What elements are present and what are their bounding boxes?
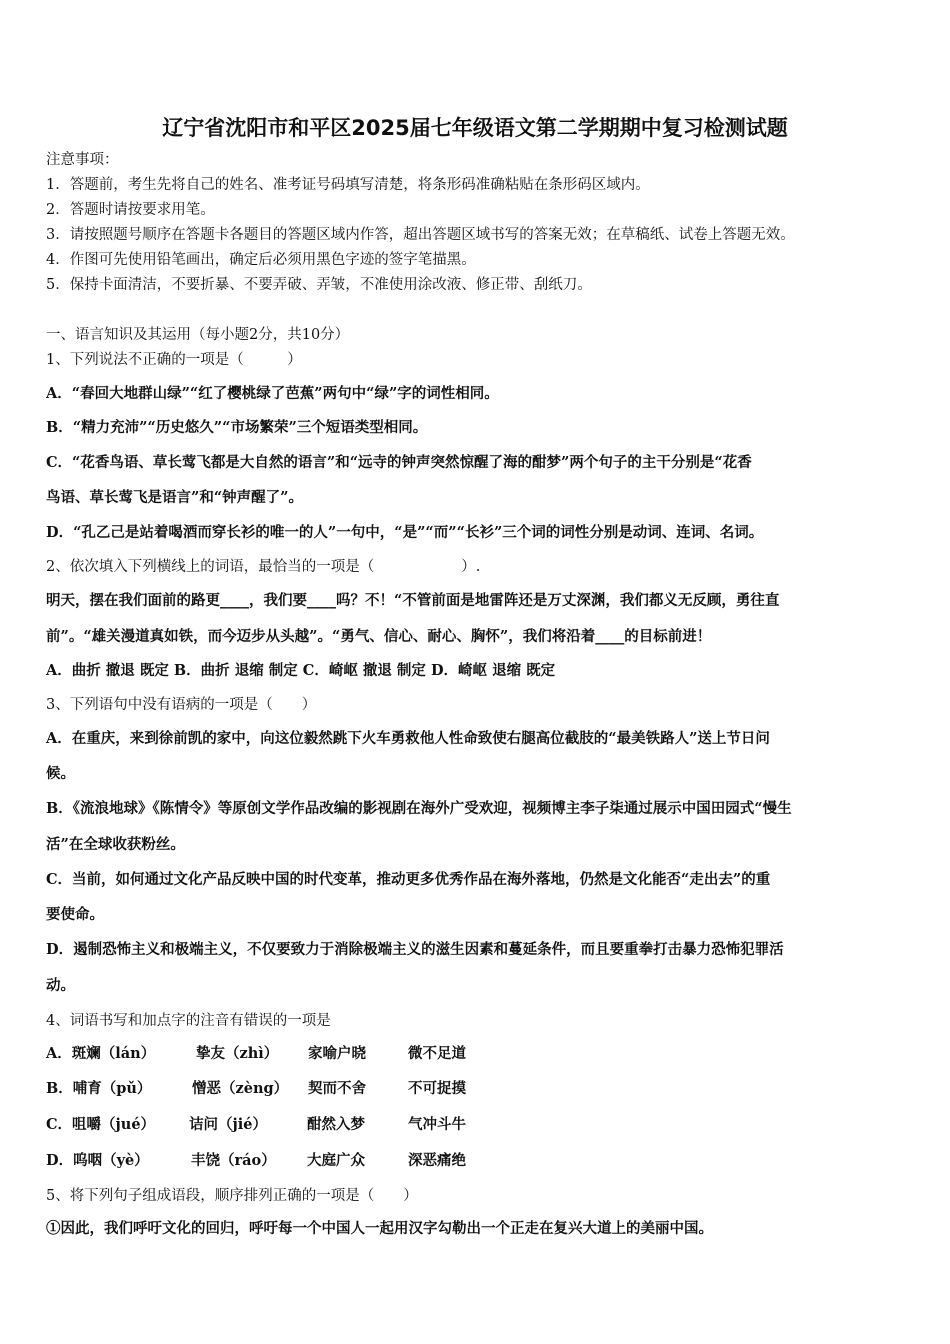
row-cell: 家喻户晓 [308,1045,366,1062]
notice-item: 3．请按照题号顺序在答题卡各题目的答题区域内作答，超出答题区域书写的答案无效；在草稿纸、试卷上答题无效。 [46,227,795,243]
question-3-option-c: C．当前，如何通过文化产品反映中国的时代变革，推动更多优秀作品在海外落地，仍然是文化能否“走出去”的重 [46,871,771,888]
question-2-stem: 2、依次填入下列横线上的词语，最恰当的一项是（ ）. [46,559,481,575]
row-cell: 挚友（zhì） [196,1045,279,1062]
notice-item: 5．保持卡面清洁，不要折暴、不要弄破、弄皱，不准使用涂改液、修正带、刮纸刀。 [46,277,592,293]
row-cell: 不可捉摸 [408,1080,466,1097]
question-3-option-a: A．在重庆，来到徐前凯的家中，向这位毅然跳下火车勇救他人性命致使右腿高位截肢的“最美铁路人”送上节日问 [46,730,770,747]
question-2-passage-cont: 前”。“雄关漫道真如铁，而今迈步从头越”。“勇气、信心、耐心、胸怀”，我们将沿着____的目标前进！ [46,628,712,645]
notice-item: 4．作图可先使用铅笔画出，确定后必须用黑色字迹的签字笔描黑。 [46,252,476,268]
row-cell: 憎恶（zèng） [192,1080,289,1097]
notice-item: 2．答题时请按要求用笔。 [46,202,215,218]
question-3-option-d: D．遏制恐怖主义和极端主义，不仅要致力于消除极端主义的滋生因素和蔓延条件，而且要重拳打击暴力恐怖犯罪活 [46,941,784,958]
question-2-passage: 明天，摆在我们面前的路更____，我们要____吗？不！“不管前面是地雷阵还是万丈深渊，我们都义无反顾，勇往直 [46,592,780,609]
question-3-option-b: B．《流浪地球》《陈情令》等原创文学作品改编的影视剧在海外广受欢迎，视频博主李子柒通过展示中国田园式“慢生 [46,800,792,817]
row-cell: A．斑斓（lán） [46,1045,156,1062]
row-cell: C．咀嚼（jué） [46,1116,156,1133]
row-cell: 酣然入梦 [307,1116,365,1133]
notice-item: 1．答题前，考生先将自己的姓名、准考证号码填写清楚，将条形码准确粘贴在条形码区域内。 [46,177,650,193]
row-cell: 气冲斗牛 [408,1116,466,1133]
question-3-option-b-cont: 活”在全球收获粉丝。 [46,836,185,853]
notice-heading: 注意事项： [46,152,119,168]
question-1-stem: 1、下列说法不正确的一项是（ ） [46,352,302,368]
question-3-option-d-cont: 动。 [46,977,75,994]
question-1-option-b: B．“精力充沛”“历史悠久”“市场繁荣”三个短语类型相同。 [46,419,428,436]
row-cell: 契而不舍 [308,1080,366,1097]
question-5-sentence: ①因此，我们呼吁文化的回归，呼吁每一个中国人一起用汉字勾勒出一个正走在复兴大道上的美丽中国。 [46,1220,713,1237]
row-cell: 大庭广众 [307,1152,365,1169]
question-3-stem: 3、下列语句中没有语病的一项是（ ） [46,697,317,713]
page-title: 辽宁省沈阳市和平区2025届七年级语文第二学期期中复习检测试题 [162,116,788,140]
question-4-row [46,1079,466,1099]
row-cell: B．哺育（pǔ） [46,1080,152,1097]
row-cell: 诘问（jié） [189,1116,267,1133]
question-1-option-c-cont: 鸟语、草长莺飞是语言”和“钟声醒了”。 [46,489,304,506]
question-3-option-a-cont: 候。 [46,765,75,782]
question-5-stem: 5、将下列句子组成语段，顺序排列正确的一项是（ ） [46,1188,418,1204]
question-4-row [46,1151,466,1171]
row-cell: 深恶痛绝 [408,1152,466,1169]
row-cell: 微不足道 [408,1045,466,1062]
question-1-option-d: D．“孔乙己是站着喝酒而穿长衫的唯一的人”一句中，“是”“而”“长衫”三个词的词性分别是动词、连词、名词。 [46,524,764,541]
question-2-options: A．曲折 撤退 既定 B．曲折 退缩 制定 C．崎岖 撤退 制定 D．崎岖 退缩 既定 [46,662,556,679]
question-1-option-a: A．“春回大地群山绿”“红了樱桃绿了芭蕉”两句中“绿”字的词性相同。 [46,385,499,402]
row-cell: 丰饶（ráo） [191,1152,276,1169]
question-4-row [46,1115,466,1135]
question-4-stem: 4、词语书写和加点字的注音有错误的一项是 [46,1013,331,1029]
section-heading: 一、语言知识及其运用（每小题2分，共10分） [46,327,350,343]
row-cell: D．呜咽（yè） [46,1152,149,1169]
question-3-option-c-cont: 要使命。 [46,906,104,923]
question-4-row [46,1044,466,1064]
question-1-option-c: C．“花香鸟语、草长莺飞都是大自然的语言”和“远寺的钟声突然惊醒了海的酣梦”两个句子的主干分别是“花香 [46,454,752,471]
